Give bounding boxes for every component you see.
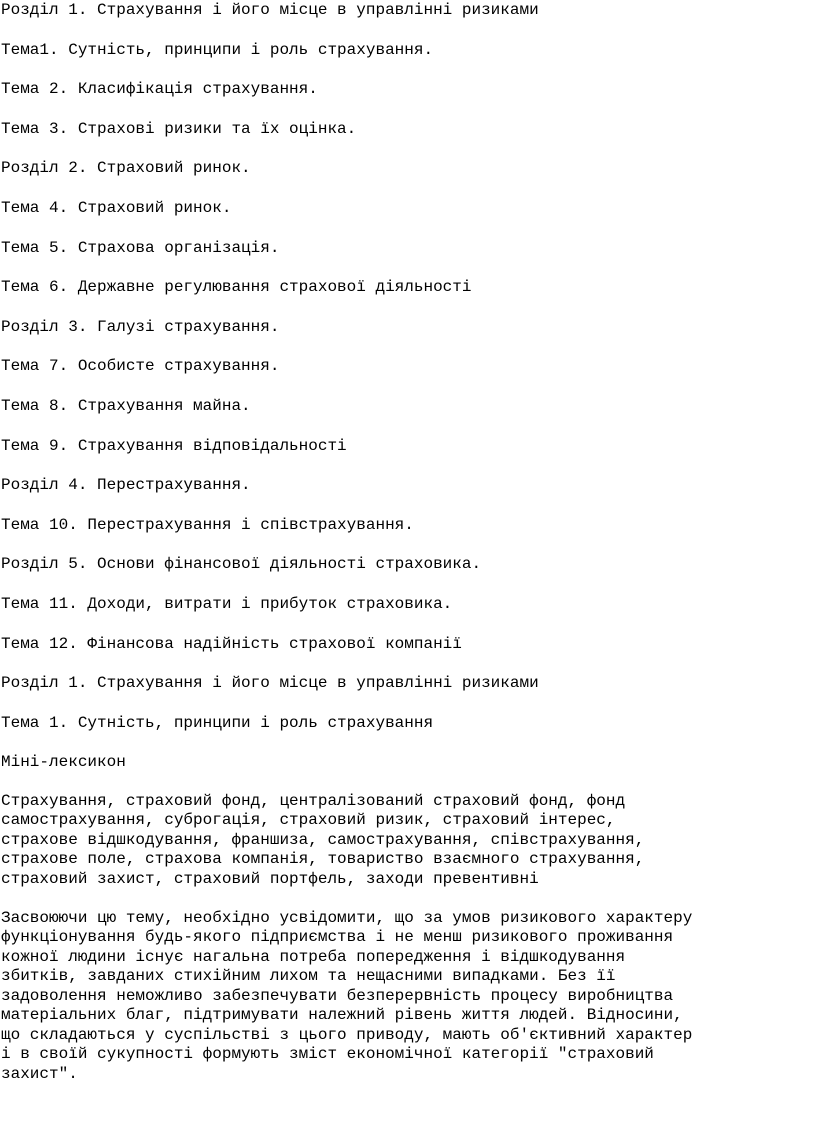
outline-section-1: Розділ 1. Страхування і його місце в управлінні ризиками <box>1 1 539 19</box>
mini-lexicon-heading: Міні-лексикон <box>1 753 126 772</box>
outline-topic-9: Тема 9. Страхування відповідальності <box>1 436 347 455</box>
outline-section-5: Розділ 5. Основи фінансової діяльності страховика. <box>1 555 482 574</box>
intro-paragraph: Засвоюючи цю тему, необхідно усвідомити, що за умов ризикового характеру функціонування будь-якого підприємства і не менш ризикового проживання кожної людини існує нагальна потреба попередження і відшкодування збитків, завданих стихійним лихом та нещасними випадками. Без її задоволення неможливо забезпечувати безперервність процесу виробництва матеріальних благ, підтримувати належний рівень життя людей. Відносини, що складаються у суспільстві з цього приводу, мають об'єктивний характер і в своїй сукупності формують зміст економічної категорії "страховий захист". <box>1 908 693 1083</box>
outline-topic-3: Тема 3. Страхові ризики та їх оцінка. <box>1 119 357 138</box>
lexicon-terms: Страхування, страховий фонд, централізований страховий фонд, фонд самострахування, суброгація, страховий ризик, страховий інтерес, страхове відшкодування, франшиза, самострахування, співстрахування, страхове поле, страхова компанія, товариство взаємного страхування, страховий захист, страховий портфель, заходи превентивні <box>1 791 645 888</box>
outline-topic-11: Тема 11. Доходи, витрати і прибуток страховика. <box>1 594 453 613</box>
outline-topic-1: Тема1. Сутність, принципи і роль страхування. <box>1 40 434 59</box>
outline-section-4: Розділ 4. Перестрахування. <box>1 476 251 495</box>
outline-topic-4: Тема 4. Страховий ринок. <box>1 198 232 217</box>
document-page <box>1 0 801 1084</box>
topic-heading: Тема 1. Сутність, принципи і роль страхування <box>1 713 434 732</box>
outline-section-2: Розділ 2. Страховий ринок. <box>1 159 251 178</box>
section-heading: Розділ 1. Страхування і його місце в управлінні ризиками <box>1 674 539 693</box>
outline-topic-5: Тема 5. Страхова організація. <box>1 238 280 257</box>
outline-topic-12: Тема 12. Фінансова надійність страхової компанії <box>1 634 462 653</box>
outline-topic-10: Тема 10. Перестрахування і співстрахування. <box>1 515 414 534</box>
outline-topic-8: Тема 8. Страхування майна. <box>1 396 251 415</box>
outline-topic-7: Тема 7. Особисте страхування. <box>1 357 280 376</box>
outline-topic-6: Тема 6. Державне регулювання страхової діяльності <box>1 278 472 297</box>
outline-topic-2: Тема 2. Класифікація страхування. <box>1 80 318 99</box>
outline-section-3: Розділ 3. Галузі страхування. <box>1 317 280 336</box>
